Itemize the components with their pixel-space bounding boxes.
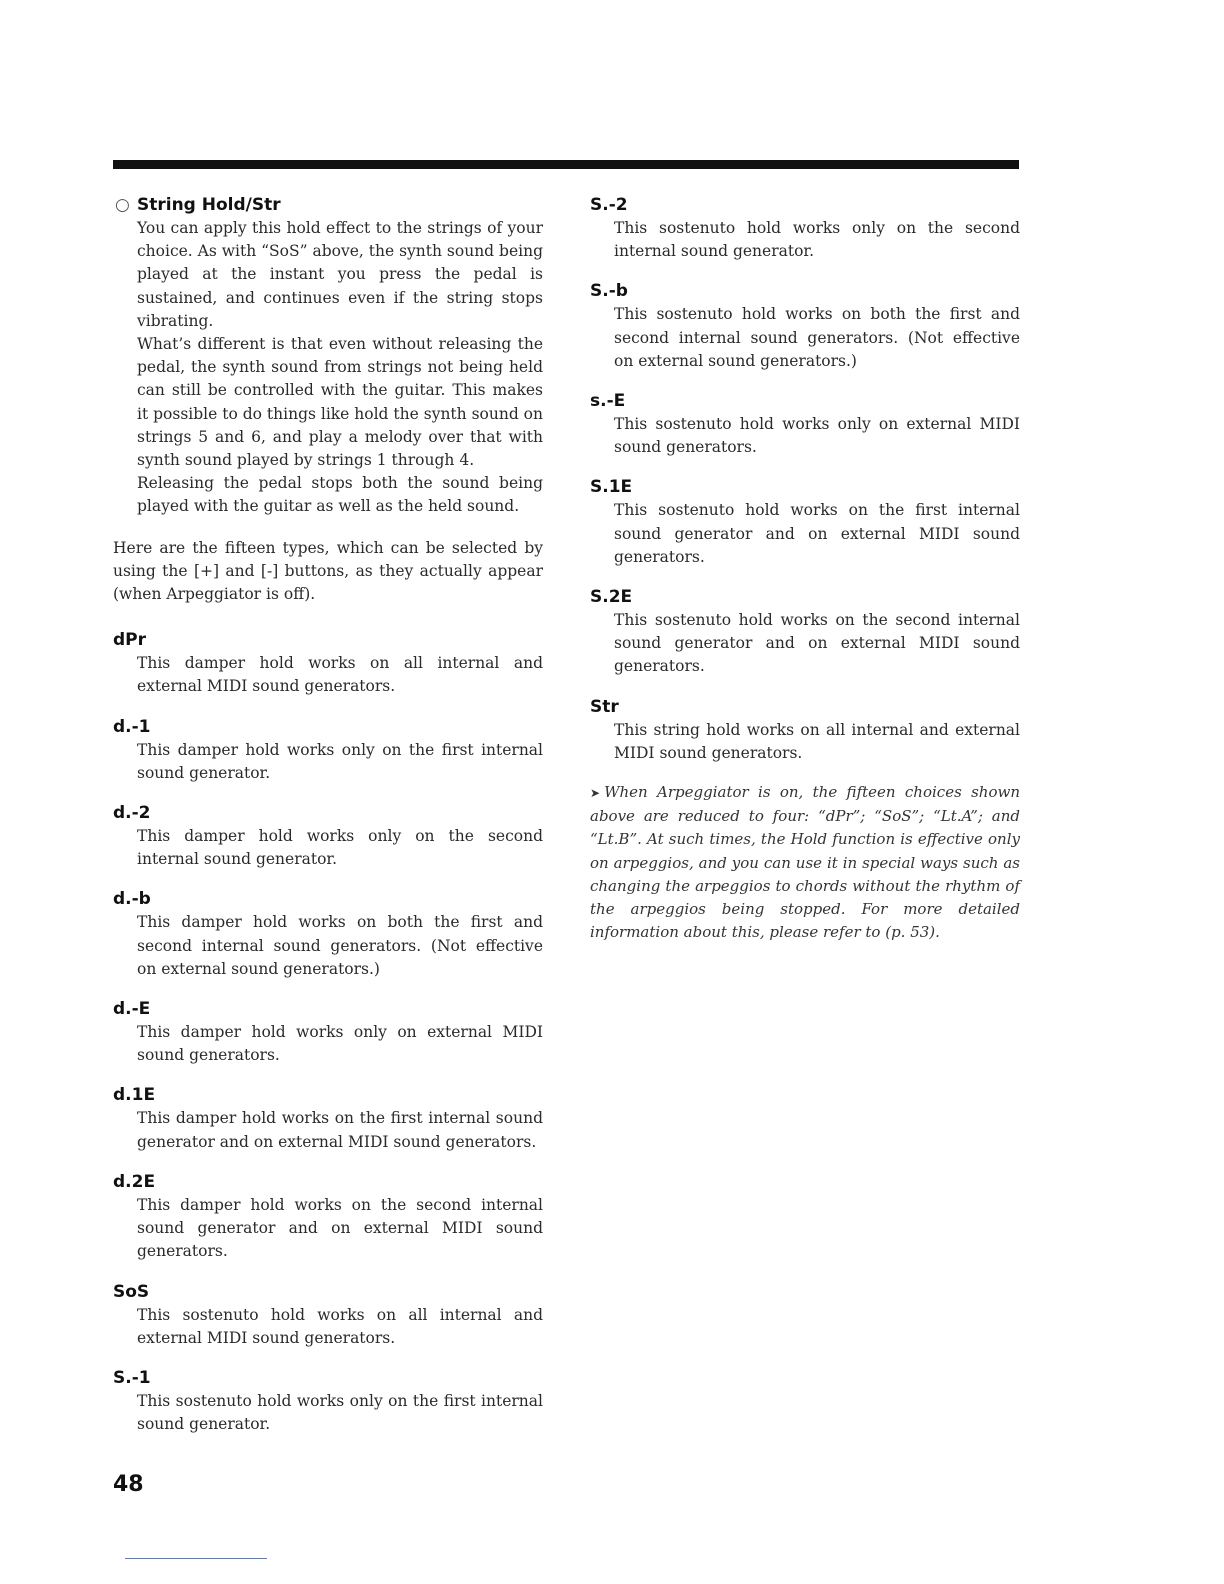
hold-type-description: This sostenuto hold works only on the first internal sound generator. — [137, 1391, 543, 1434]
bottom-link-rule — [125, 1558, 267, 1559]
hold-type-entry — [590, 279, 1020, 373]
hold-type-code: d.-b — [113, 889, 151, 910]
hold-type-code: S.-1 — [113, 1367, 151, 1388]
hold-type-description: This sostenuto hold works on the second internal sound generator and on external MIDI sound generators. — [614, 611, 1020, 676]
hold-type-description: This sostenuto hold works on all internal and external MIDI sound generators. — [137, 1305, 543, 1347]
left-column — [113, 193, 543, 1452]
hold-type-entry — [590, 389, 1020, 459]
hold-type-description: This damper hold works only on external MIDI sound generators. — [137, 1023, 543, 1065]
hold-type-code: Str — [590, 696, 619, 717]
string-hold-section — [113, 193, 543, 519]
hold-type-entry — [113, 1280, 543, 1350]
hold-type-description: This damper hold works on the second internal sound generator and on external MIDI sound generators. — [137, 1195, 543, 1261]
hold-type-description: This sostenuto hold works on the first internal sound generator and on external MIDI sound generators. — [614, 501, 1020, 566]
bullet-icon: ○ — [115, 195, 130, 215]
section-paragraph: Releasing the pedal stops both the sound being played with the guitar as well as the held sound. — [137, 474, 543, 516]
hold-type-entry — [113, 1083, 543, 1153]
right-column — [590, 193, 1020, 959]
hold-type-entry — [113, 628, 543, 698]
hold-type-entry — [113, 715, 543, 785]
hold-type-entry — [590, 695, 1020, 765]
hold-type-description: This sostenuto hold works on both the first and second internal sound generators. (Not effective on external sound generators.) — [614, 305, 1020, 370]
page-number: 48 — [113, 1472, 144, 1497]
note-text: When Arpeggiator is on, the fifteen choices shown above are reduced to four: “dPr”; “SoS”; “Lt.A”; and “Lt.B”. At such times, the Hold function is effective only on arpeggios, and you can use it in special ways such as changing the arpeggios to chords without the rhythm of the arpeggios being stopped. For more detailed information about this, please refer to (p. 53). — [590, 783, 1020, 942]
hold-type-entry — [113, 1170, 543, 1264]
hold-type-code: d.-E — [113, 999, 151, 1020]
hold-type-description: This damper hold works on all internal and external MIDI sound generators. — [137, 654, 543, 696]
section-heading-text: String Hold/Str — [137, 195, 281, 215]
hold-type-entry — [113, 1366, 543, 1436]
hold-type-description: This sostenuto hold works only on external MIDI sound generators. — [614, 415, 1020, 457]
hold-type-entry — [590, 193, 1020, 263]
hold-type-description: This string hold works on all internal and external MIDI sound generators. — [614, 720, 1020, 762]
hold-type-description: This sostenuto hold works only on the second internal sound generator. — [614, 219, 1020, 261]
note-arrow-icon: ➤ — [590, 786, 601, 801]
hold-type-description: This damper hold works on both the first and second internal sound generators. (Not effective on external sound generators.) — [137, 913, 543, 978]
hold-type-code: SoS — [113, 1281, 150, 1302]
hold-type-code: S.1E — [590, 477, 633, 498]
hold-type-description: This damper hold works on the first internal sound generator and on external MIDI sound generators. — [137, 1109, 543, 1151]
hold-type-code: d.2E — [113, 1171, 156, 1192]
arpeggiator-note — [590, 781, 1020, 944]
section-paragraph: What’s different is that even without releasing the pedal, the synth sound from strings not being held can still be controlled with the guitar. This makes it possible to do things like hold the synth sound on strings 5 and 6, and play a melody over that with synth sound played by strings 1 through 4. — [137, 335, 543, 470]
hold-type-code: d.-2 — [113, 803, 151, 824]
hold-type-code: d.1E — [113, 1085, 156, 1106]
hold-type-code: S.-b — [590, 281, 628, 302]
hold-type-code: dPr — [113, 630, 147, 651]
section-paragraph: You can apply this hold effect to the strings of your choice. As with “SoS” above, the synth sound being played at the instant you press the pedal is sustained, and continues even if the string stops vibrating. — [137, 219, 543, 330]
hold-type-entry — [113, 887, 543, 981]
hold-type-entry — [113, 997, 543, 1067]
intro-paragraph: Here are the fifteen types, which can be selected by using the [+] and [-] buttons, as they actually appear (when Arpeggiator is off). — [113, 538, 543, 604]
hold-type-description: This damper hold works only on the first internal sound generator. — [137, 740, 543, 782]
hold-type-code: S.2E — [590, 587, 633, 608]
hold-type-code: d.-1 — [113, 716, 151, 737]
top-rule — [113, 160, 1019, 169]
hold-type-code: S.-2 — [590, 195, 628, 215]
hold-type-code: s.-E — [590, 391, 626, 412]
hold-type-entry — [590, 475, 1020, 569]
hold-type-description: This damper hold works only on the second internal sound generator. — [137, 827, 543, 869]
section-heading — [113, 193, 543, 217]
hold-type-entry — [113, 801, 543, 871]
hold-type-entry — [590, 585, 1020, 679]
